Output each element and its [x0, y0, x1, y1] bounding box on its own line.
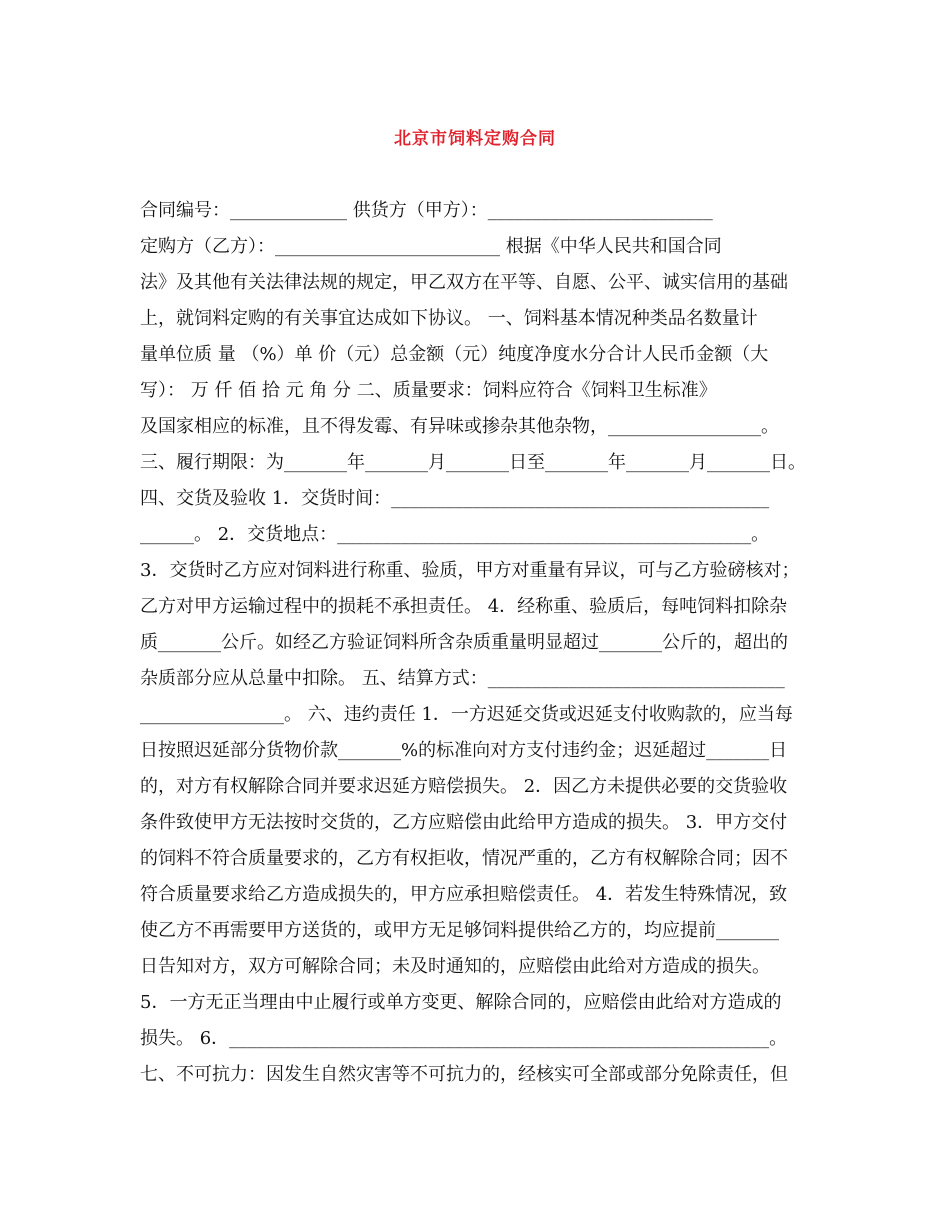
text-line: 的饲料不符合质量要求的，乙方有权拒收，情况严重的，乙方有权解除合同；因不 — [140, 848, 788, 869]
text-line: 3．交货时乙方应对饲料进行称重、验质，甲方对重量有异议，可与乙方验磅核对； — [140, 560, 800, 581]
text-line: 量单位质 量 （%）单 价（元）总金额（元）纯度净度水分合计人民币金额（大 — [140, 344, 769, 365]
text-line: 三、履行期限：为_______年_______月_______日至_______年_______月_______日。 — [140, 452, 806, 473]
text-line: 定购方（乙方）：_________________________ 根据《中华人民共和国合同 — [140, 236, 722, 257]
text-line: 符合质量要求给乙方造成损失的，甲方应承担赔偿责任。 4．若发生特殊情况，致 — [140, 884, 788, 905]
text-line: 七、不可抗力：因发生自然灾害等不可抗力的，经核实可全部或部分免除责任，但 — [140, 1064, 788, 1085]
text-line: ________________。 六、违约责任 1．一方迟延交货或迟延支付收购款的，应当每 — [140, 704, 793, 725]
text-line: 及国家相应的标准，且不得发霉、有异味或掺杂其他杂物，_________________。 — [140, 416, 779, 437]
text-line: 日按照迟延部分货物价款_______%的标准向对方支付违约金；迟延超过_______日 — [140, 740, 788, 761]
text-line: 合同编号：_____________ 供货方（甲方）：_________________________ — [140, 200, 713, 221]
text-line: 法》及其他有关法律法规的规定，甲乙双方在平等、自愿、公平、诚实信用的基础 — [140, 272, 788, 293]
text-line: 的，对方有权解除合同并要求迟延方赔偿损失。 2．因乙方未提供必要的交货验收 — [140, 776, 788, 797]
text-line: 日告知对方，双方可解除合同；未及时通知的，应赔偿由此给对方造成的损失。 — [140, 956, 770, 977]
text-line: 条件致使甲方无法按时交货的，乙方应赔偿由此给甲方造成的损失。 3．甲方交付 — [140, 812, 788, 833]
text-line: 杂质部分应从总量中扣除。 五、结算方式：_________________________________ — [140, 668, 785, 689]
text-line: 损失。 6．____________________________________________________________。 — [140, 1028, 788, 1049]
text-line: 5．一方无正当理由中止履行或单方变更、解除合同的，应赔偿由此给对方造成的 — [140, 992, 782, 1013]
document-title: 北京市饲料定购合同 — [394, 129, 556, 149]
text-line: 四、交货及验收 1．交货时间：__________________________________________ — [140, 488, 770, 509]
text-line: ______。 2．交货地点：______________________________________________。 — [140, 524, 770, 545]
text-line: 乙方对甲方运输过程中的损耗不承担责任。 4．经称重、验质后，每吨饲料扣除杂 — [140, 596, 788, 617]
text-line: 上，就饲料定购的有关事宜达成如下协议。 一、饲料基本情况种类品名数量计 — [140, 308, 758, 329]
text-line: 写）： 万 仟 佰 拾 元 角 分 二、质量要求：饲料应符合《饲料卫生标准》 — [140, 380, 717, 401]
text-line: 使乙方不再需要甲方送货的，或甲方无足够饲料提供给乙方的，均应提前_______ — [140, 920, 779, 941]
text-line: 质_______公斤。如经乙方验证饲料所含杂质重量明显超过_______公斤的，超出的 — [140, 632, 788, 653]
